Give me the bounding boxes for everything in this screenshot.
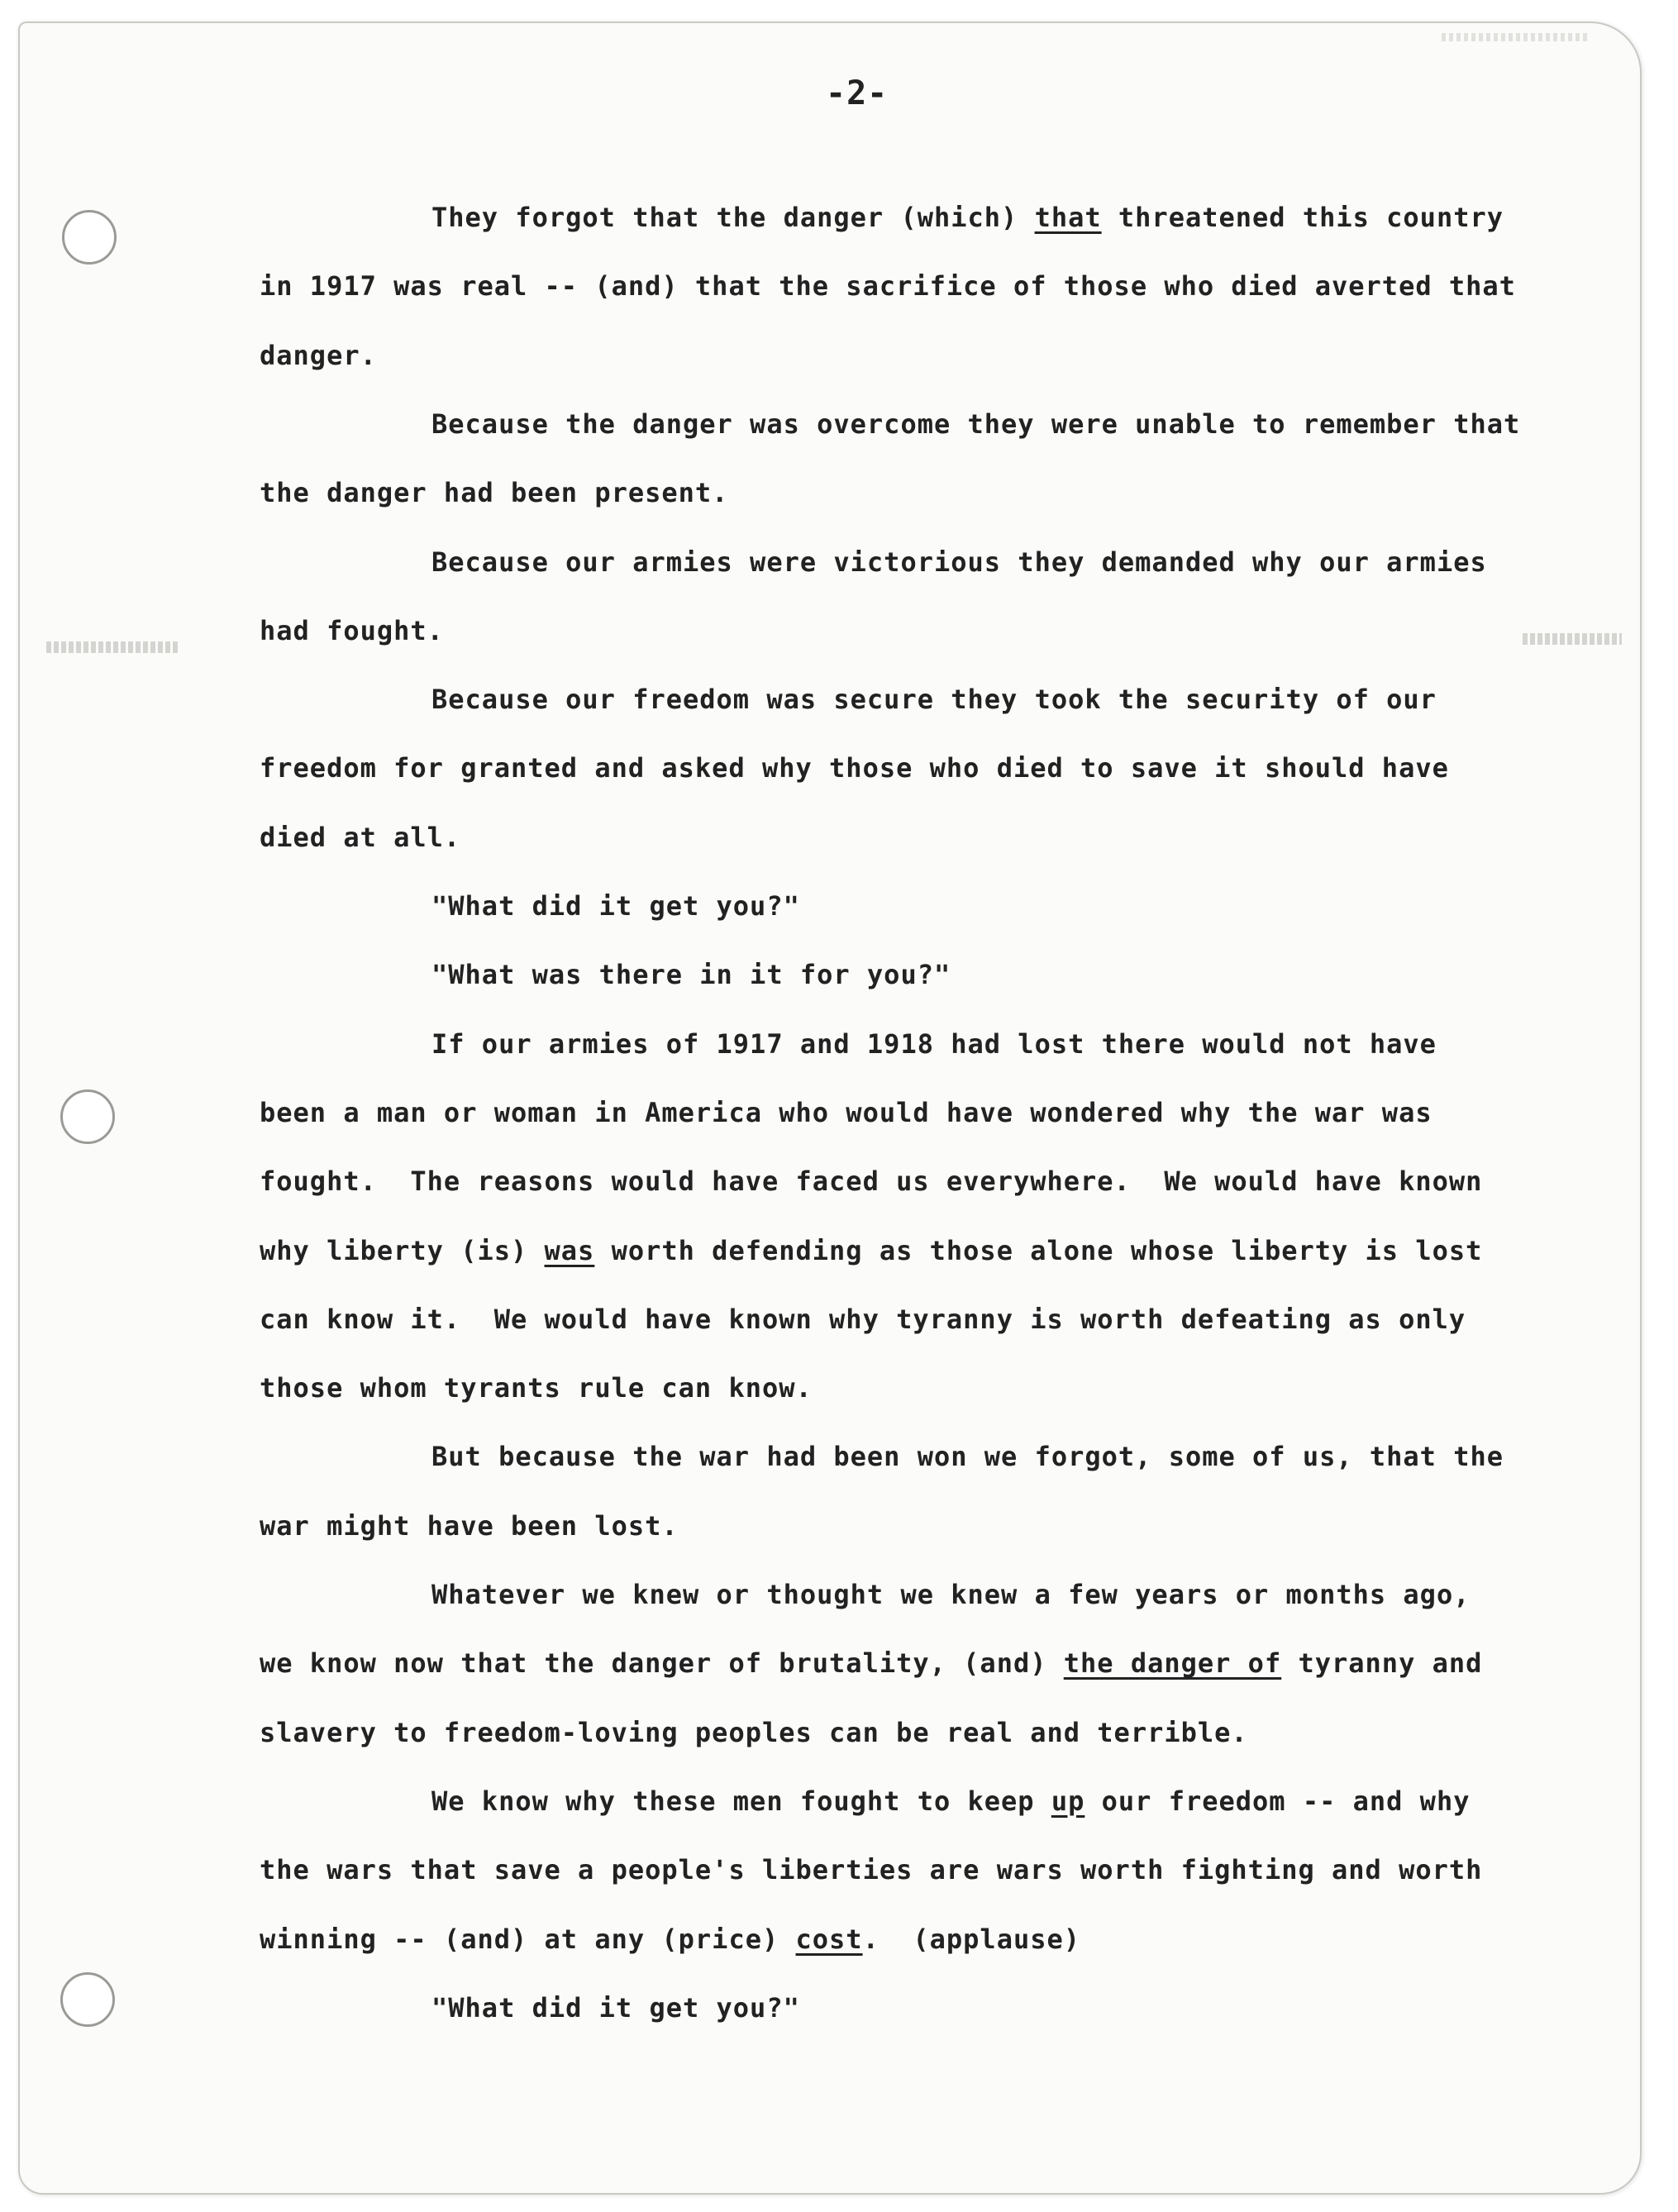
text-line: slavery to freedom-loving peoples can be real and terrible. [260,1716,1248,1748]
text-line: the wars that save a people's liberties are wars worth fighting and worth [260,1854,1483,1886]
text-line: Whatever we knew or thought we knew a few years or months ago, [431,1579,1471,1610]
text-line: war might have been lost. [260,1509,679,1542]
underlined-insertion: the danger of [1063,1647,1282,1680]
punch-hole-top [62,210,117,265]
punch-hole-middle [60,1089,115,1144]
text-line: those whom tyrants rule can know. [260,1372,813,1404]
underlined-insertion: up [1051,1785,1085,1817]
text-line: died at all. [260,821,461,853]
text-line: freedom for granted and asked why those who died to save it should have [260,752,1449,784]
text-line: If our armies of 1917 and 1918 had lost there would not have [431,1027,1437,1060]
text-line: winning -- (and) at any (price) cost. (applause) [260,1923,1081,1955]
text-line: They forgot that the danger (which) that threatened this country [431,202,1504,233]
text-line: had fought. [260,614,444,646]
punch-hole-bottom [60,1972,115,2027]
bleed-through-mark [1442,33,1590,41]
text-line: Because the danger was overcome they were unable to remember that [431,408,1521,440]
text-line: "What was there in it for you?" [431,959,951,991]
underlined-insertion: that [1034,202,1102,233]
bleed-through-mark [46,641,179,653]
text-line: fought. The reasons would have faced us everywhere. We would have known [260,1166,1483,1198]
text-line: But because the war had been won we forgot, some of us, that the [431,1441,1504,1473]
underlined-insertion: was [544,1234,595,1266]
text-line: "What did it get you?" [431,1991,800,2024]
document-page [18,21,1642,2195]
bleed-through-mark [1523,633,1622,645]
text-line: danger. [260,339,377,371]
text-line: Because our freedom was secure they took the security of our [431,684,1437,716]
text-line: we know now that the danger of brutality, (and) the danger of tyranny and [260,1647,1483,1680]
text-line: Because our armies were victorious they demanded why our armies [431,546,1487,578]
page-number: -2- [826,74,889,112]
underlined-insertion: cost [795,1923,863,1955]
text-line: the danger had been present. [260,477,729,509]
text-line: We know why these men fought to keep up our freedom -- and why [431,1785,1471,1817]
text-line: been a man or woman in America who would have wondered why the war was [260,1096,1432,1128]
text-line: in 1917 was real -- (and) that the sacrifice of those who died averted that [260,270,1516,303]
text-line: why liberty (is) was worth defending as those alone whose liberty is lost [260,1234,1483,1266]
text-line: can know it. We would have known why tyranny is worth defeating as only [260,1303,1466,1335]
text-line: "What did it get you?" [431,890,800,922]
